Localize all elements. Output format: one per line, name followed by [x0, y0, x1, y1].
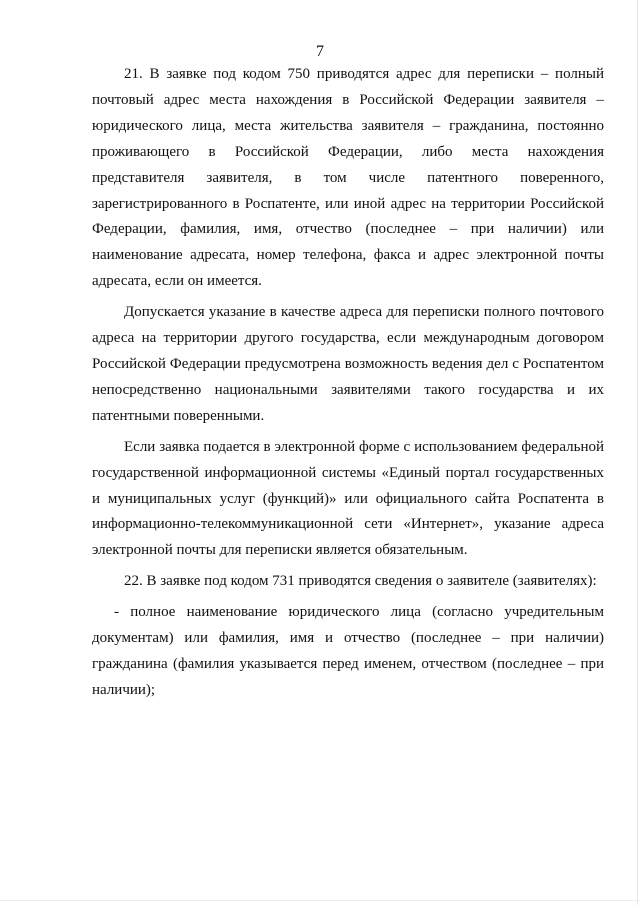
paragraph-foreign-address: Допускается указание в качестве адреса для переписки полного почтового адреса на территории другого государства, если международным договором Российской Федерации предусмотрена возможность ведения дел с Роспатентом непосредственно национальными заявителями такого государства и их патентными поверенными.: [92, 304, 604, 424]
paragraph-22-applicant-info: 22. В заявке под кодом 731 приводятся сведения о заявителе (заявителях):: [124, 573, 597, 590]
paragraph-21-correspondence-address: 21. В заявке под кодом 750 приводятся адрес для переписки – полный почтовый адрес места нахождения в Российской Федерации заявителя – юридического лица, места жительства заявителя – гражданина, постоянно проживающего в Российской Федерации, либо места нахождения представителя заявителя, в том числе патентного поверенного, зарегистрированного в Роспатенте, или иной адрес на территории Российской Федерации, фамилия, имя, отчество (последнее – при наличии) или наименование адресата, номер телефона, факса и адрес электронной почты адресата, если он имеется.: [92, 66, 604, 290]
page-number: 7: [316, 43, 324, 60]
paragraph-electronic-filing: Если заявка подается в электронной форме с использованием федеральной государственной информационной системы «Единый портал государственных и муниципальных услуг (функций)» или официального сайта Роспатента в информационно-телекоммуникационной сети «Интернет», указание адреса электронной почты для переписки является обязательным.: [92, 438, 604, 559]
scan-edge-bottom: [0, 900, 640, 901]
scan-edge-right: [637, 0, 638, 905]
list-item-applicant-name: - полное наименование юридического лица (согласно учредительным документам) или фамилия, имя и отчество (последнее – при наличии) гражданина (фамилия указывается перед именем, отчеством (последнее – при наличии);: [92, 604, 604, 698]
document-body: [92, 62, 604, 704]
